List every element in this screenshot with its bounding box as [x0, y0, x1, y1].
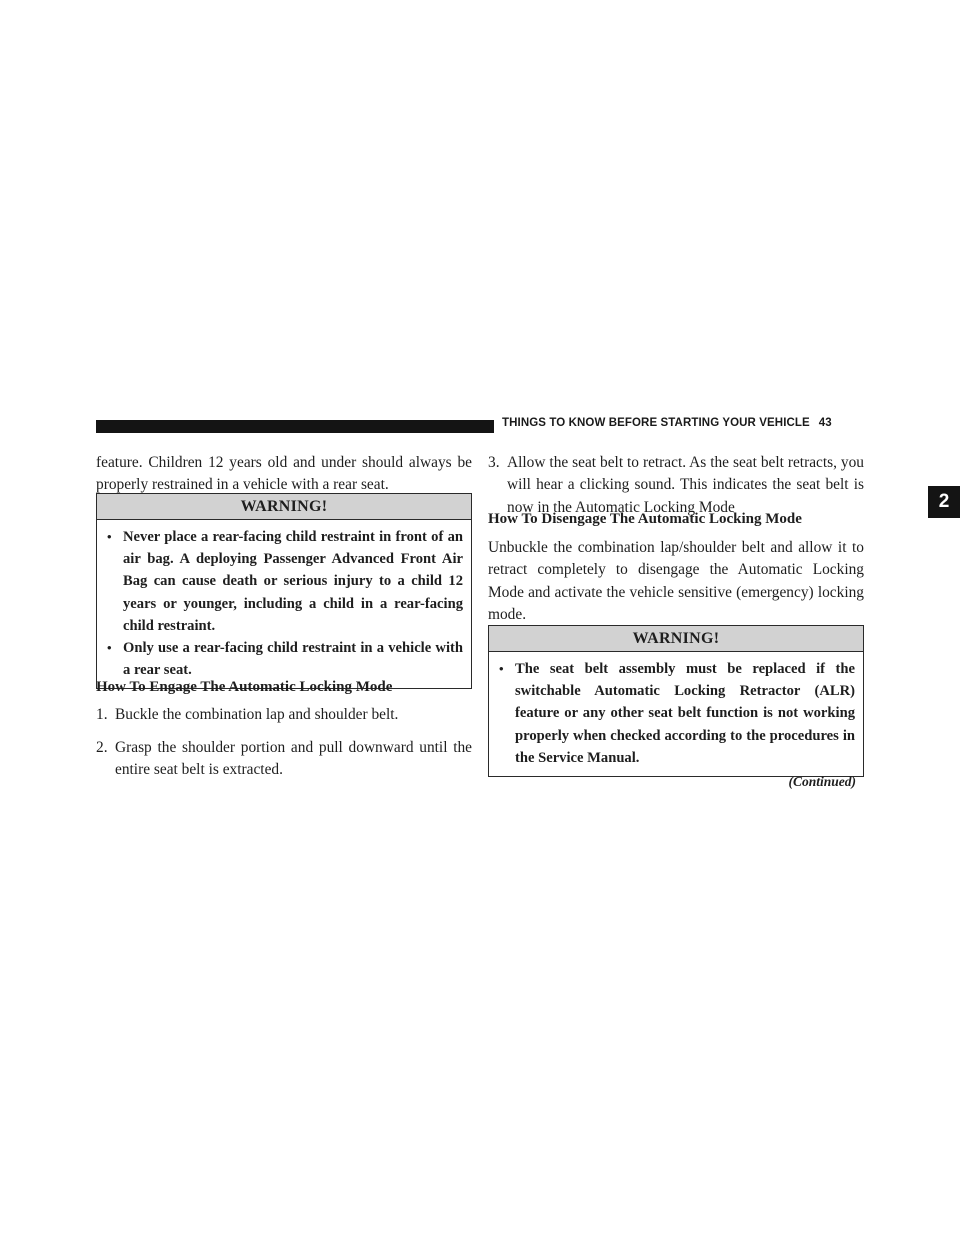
bullet-icon: •: [499, 661, 504, 676]
warning-item: • The seat belt assembly must be replaced if the switchable Automatic Locking Retractor (ALR) feature or any other seat belt function is not working properly when checked according to the procedures in the Service Manual.: [497, 658, 855, 769]
continued-note: (Continued): [788, 774, 856, 789]
warning-title: WARNING!: [489, 626, 863, 652]
header-title: THINGS TO KNOW BEFORE STARTING YOUR VEHICLE: [502, 417, 810, 429]
section-heading-engage: How To Engage The Automatic Locking Mode: [96, 679, 393, 695]
warning-item: • Never place a rear-facing child restraint in front of an air bag. A deploying Passenger Advanced Front Air Bag can cause death or serious injury to a child 12 years or younger, including a child in a rear-facing child restraint.: [105, 526, 463, 637]
chapter-tab: 2: [928, 486, 960, 518]
intro-paragraph: feature. Children 12 years old and under should always be properly restrained in a vehicle with a rear seat.: [96, 454, 472, 494]
warning-box-right: [488, 625, 864, 777]
bullet-icon: •: [107, 529, 112, 544]
warning-title: WARNING!: [97, 494, 471, 520]
header-rule: [96, 420, 494, 433]
step-item: 2. Grasp the shoulder portion and pull downward until the entire seat belt is extracted.: [96, 739, 472, 779]
warning-box-left: [96, 493, 472, 689]
page-number: 43: [818, 417, 832, 429]
step-item: 3. Allow the seat belt to retract. As the seat belt retracts, you will hear a clicking sound. This indicates the seat belt is now in the Automatic Locking Mode: [488, 454, 864, 516]
section-heading-disengage: How To Disengage The Automatic Locking Mode: [488, 511, 802, 527]
bullet-icon: •: [107, 640, 112, 656]
step-item: 1. Buckle the combination lap and shoulder belt.: [96, 706, 399, 723]
running-header: [502, 417, 832, 429]
disengage-paragraph: Unbuckle the combination lap/shoulder belt and allow it to retract completely to disengage the Automatic Locking Mode and activate the vehicle sensitive (emergency) locking mode.: [488, 539, 864, 624]
warning-item: • Only use a rear-facing child restraint in a vehicle with a rear seat.: [105, 637, 463, 681]
